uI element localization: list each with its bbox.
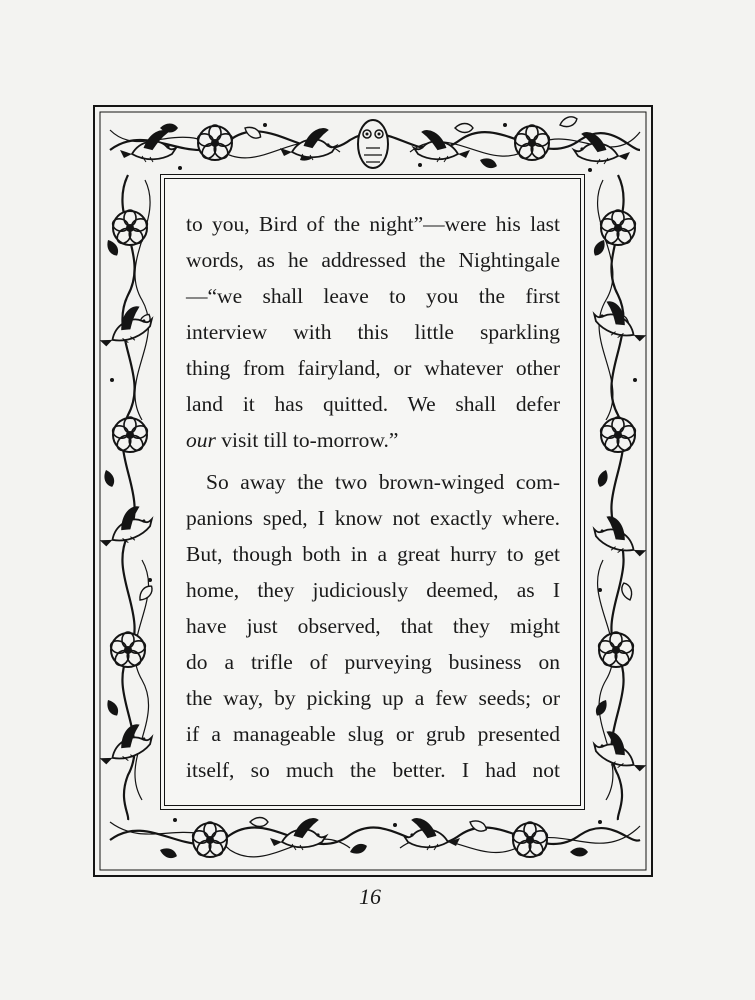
text-line: interview with this little sparkling [186,320,560,344]
text-line: words, as he addressed the Nightingale [186,248,560,272]
text-line: So away the two brown-winged com- [206,470,560,494]
text-line: —“we shall leave to you the first [186,284,560,308]
text-line: the way, by picking up a few seeds; or [186,686,560,710]
bird-ornament [404,819,460,850]
text-line: But, though both in a great hurry to get [186,542,560,566]
bird-ornament [280,129,336,160]
page-number: 16 [359,884,381,909]
bird-ornament [589,513,652,562]
text-line: home, they judiciously deemed, as I [186,578,560,602]
text-line: if a manageable slug or grub presented [186,722,560,746]
owl-ornament [358,120,388,168]
flower-ornament [111,210,149,246]
flower-ornament [513,125,551,161]
flower-ornament [599,210,637,246]
text-line: land it has quitted. We shall defer [186,392,560,416]
flower-ornament [191,822,229,858]
emphasis-word: our [186,428,216,452]
text-fragment: visit till to-morrow.” [221,428,399,452]
flower-ornament [109,632,147,668]
flower-ornament [111,417,149,453]
bird-ornament [93,721,156,770]
bird-ornament [93,303,156,352]
text-line: have just observed, that they might [186,614,560,638]
text-line: do a trifle of purveying business on [186,650,560,674]
text-line: thing from fairyland, or whatever other [186,356,560,380]
flower-ornament [599,417,637,453]
bird-ornament [120,131,176,162]
text-line: itself, so much the better. I had not [186,758,560,782]
bird-ornament [589,728,652,777]
bird-ornament [270,819,326,850]
flower-ornament [511,822,549,858]
flower-ornament [597,632,635,668]
body-text [186,206,560,788]
flower-ornament [196,125,234,161]
text-line: panions sped, I know not exactly where. [186,506,560,530]
text-line: to you, Bird of the night”—were his last [186,212,560,236]
text-line [186,422,560,458]
